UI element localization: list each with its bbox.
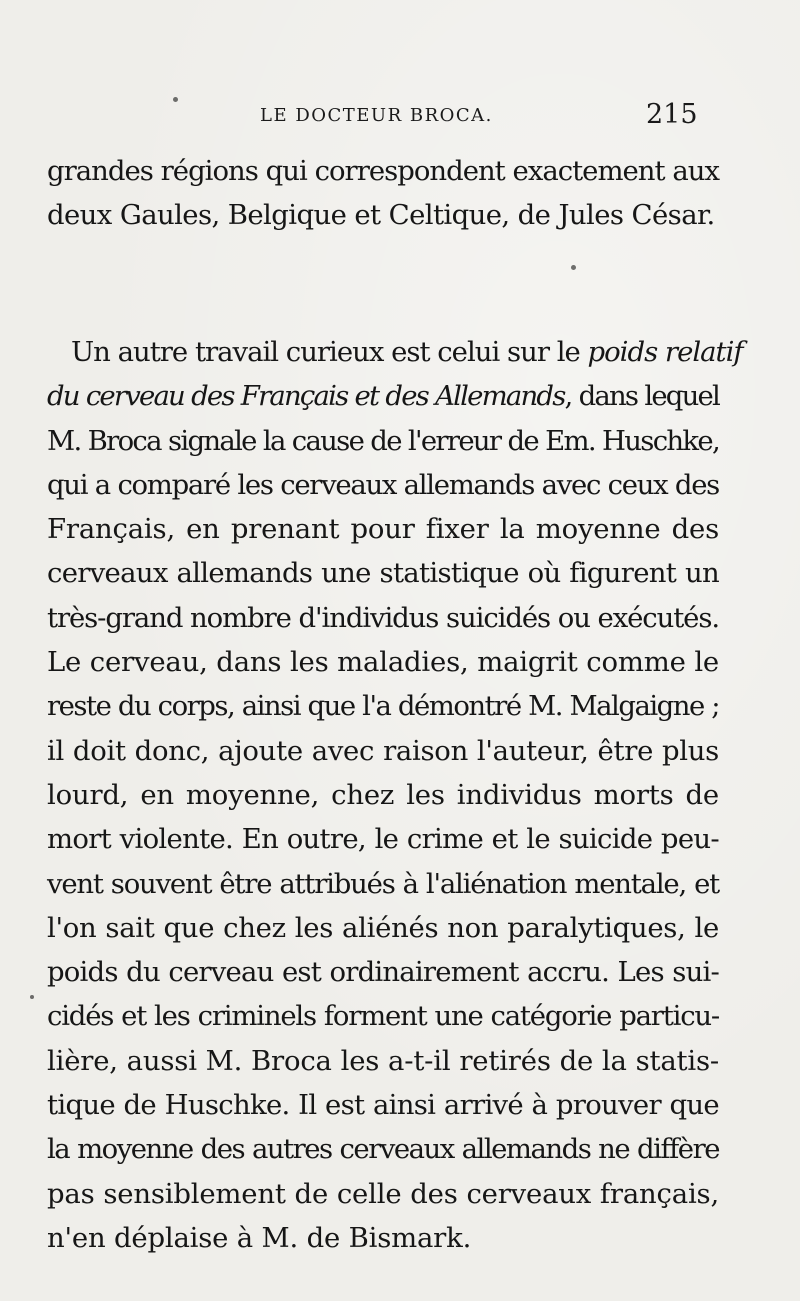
text-line: Le cerveau, dans les maladies, maigrit comme le bbox=[47, 646, 719, 679]
text-line: lourd, en moyenne, chez les individus morts de bbox=[47, 778, 719, 811]
ink-speck bbox=[571, 265, 576, 270]
text-line: tique de Huschke. Il est ainsi arrivé à prouver que bbox=[47, 1089, 719, 1122]
page-number: 215 bbox=[646, 99, 698, 130]
paragraph-1 bbox=[47, 149, 719, 238]
text-line: cerveaux allemands une statistique où figurent un bbox=[47, 557, 719, 590]
text-line: qui a comparé les cerveaux allemands avec ceux des bbox=[47, 468, 719, 501]
text-line: n'en déplaise à M. de Bismark. bbox=[47, 1221, 472, 1254]
text-line: il doit donc, ajoute avec raison l'auteur, être plus bbox=[47, 734, 719, 767]
text-line: vent souvent être attribués à l'aliénation mentale, et bbox=[47, 867, 719, 900]
text-fragment: Un autre travail curieux est celui sur le bbox=[71, 336, 588, 368]
text-line: très-grand nombre d'individus suicidés ou exécutés. bbox=[47, 601, 719, 634]
text-line: poids du cerveau est ordinairement accru. Les sui- bbox=[47, 956, 719, 989]
text-line bbox=[47, 374, 719, 418]
text-line: cidés et les criminels forment une catégorie particu- bbox=[47, 1000, 719, 1033]
text-line: grandes régions qui correspondent exactement aux bbox=[47, 155, 719, 187]
text-fragment: , dans lequel bbox=[564, 380, 719, 413]
text-line: deux Gaules, Belgique et Celtique, de Jules César. bbox=[47, 199, 715, 232]
text-line: mort violente. En outre, le crime et le suicide peu- bbox=[47, 823, 719, 856]
italic-title-fragment: poids relatif bbox=[587, 336, 743, 368]
ink-speck bbox=[30, 995, 34, 999]
text-line: M. Broca signale la cause de l'erreur de Em. Huschke, bbox=[47, 424, 719, 457]
paragraph-2 bbox=[47, 330, 743, 1260]
text-line: reste du corps, ainsi que l'a démontré M. Malgaigne ; bbox=[47, 690, 719, 723]
text-line: la moyenne des autres cerveaux allemands ne diffère bbox=[47, 1133, 719, 1166]
italic-title-fragment: du cerveau des Français et des Allemands bbox=[47, 380, 565, 413]
text-line: lière, aussi M. Broca les a-t-il retirés de la statis- bbox=[47, 1044, 719, 1077]
running-head: LE DOCTEUR BROCA. bbox=[260, 105, 493, 126]
text-line: Français, en prenant pour fixer la moyenne des bbox=[47, 513, 719, 546]
text-line bbox=[47, 330, 743, 374]
text-line: l'on sait que chez les aliénés non paralytiques, le bbox=[47, 911, 719, 944]
page-header bbox=[0, 97, 800, 137]
text-line: pas sensiblement de celle des cerveaux français, bbox=[47, 1177, 719, 1210]
